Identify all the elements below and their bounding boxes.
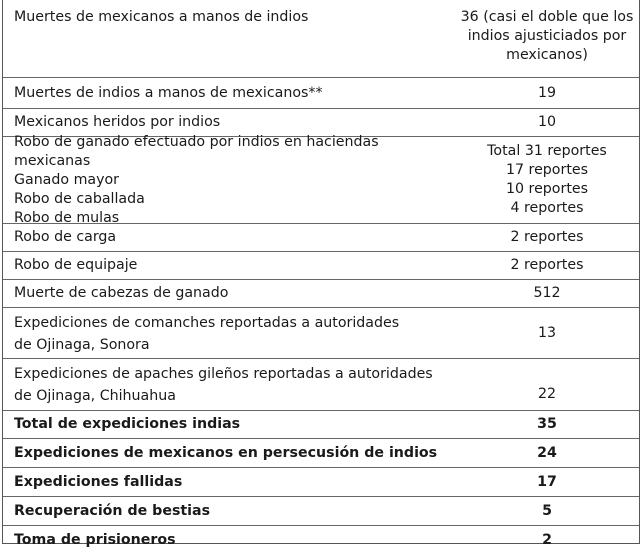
row-value (455, 444, 639, 463)
row-value-line: 35 (537, 416, 557, 432)
table-row (3, 133, 639, 226)
table-row (3, 280, 639, 308)
row-value-line: 10 (537, 114, 557, 130)
row-label-line: Toma de prisioneros (14, 531, 176, 548)
table-row (3, 252, 639, 280)
row-label-line: Total de expediciones indias (14, 416, 241, 432)
row-value (455, 142, 639, 218)
row-value-line: mexicanos) (506, 47, 588, 63)
row-value-line: 22 (537, 386, 557, 402)
row-label-line: Mexicanos heridos por indios (14, 114, 221, 130)
row-value-line: 5 (542, 502, 552, 519)
row-value-line: 17 (537, 473, 557, 490)
row-value (455, 502, 639, 521)
row-label-line: Recuperación de bestias (14, 502, 211, 519)
row-value (455, 284, 639, 303)
data-table (2, 0, 640, 548)
row-label-line: Expediciones de apaches gileños reportadas a autoridades (14, 366, 433, 382)
row-label (3, 0, 455, 27)
row-label (3, 502, 455, 521)
row-value (455, 84, 639, 103)
row-value (455, 415, 639, 434)
row-value-line: 2 (542, 531, 552, 548)
row-label-line: de Ojinaga, Chihuahua (14, 388, 176, 404)
row-label (3, 84, 455, 103)
row-label (3, 256, 455, 275)
row-label-line: Expediciones fallidas (14, 473, 183, 490)
row-label-line: Ganado mayor (14, 171, 119, 188)
row-value-line: 36 (casi el doble que los (460, 9, 634, 25)
row-value-line: 19 (537, 84, 557, 101)
row-value-line: 13 (537, 324, 557, 341)
row-value (455, 256, 639, 275)
row-label (3, 415, 455, 434)
row-value-line: 4 reportes (510, 200, 584, 216)
row-value (455, 531, 639, 550)
table-row (3, 78, 639, 109)
row-label-line: Robo de ganado efectuado por indios en haciendas mexicanas (14, 133, 379, 169)
row-value-line: 24 (537, 444, 557, 461)
row-label (3, 531, 455, 550)
row-label (3, 228, 455, 247)
row-value-line: 10 reportes (505, 181, 588, 197)
row-label-line: de Ojinaga, Sonora (14, 336, 150, 353)
row-value-line: indios ajusticiados por (467, 28, 627, 44)
row-label-line: Robo de caballada (14, 190, 145, 207)
row-value-line: 512 (533, 285, 561, 301)
row-value-line: 2 reportes (510, 257, 584, 273)
table-row (3, 0, 639, 78)
row-label-line: Muerte de cabezas de ganado (14, 285, 229, 301)
table-row (3, 308, 639, 359)
table-row (3, 411, 639, 439)
row-value (455, 228, 639, 247)
row-label (3, 312, 455, 355)
table-row (3, 468, 639, 497)
row-value (455, 0, 639, 65)
row-label (3, 363, 455, 406)
row-value (455, 324, 639, 343)
row-value (455, 473, 639, 492)
row-label-line: Robo de mulas (14, 209, 120, 226)
row-label-line: Expediciones de mexicanos en persecusión de indios (14, 444, 438, 461)
table-row (3, 359, 639, 411)
table-row (3, 526, 639, 554)
row-value-line: 2 reportes (510, 229, 584, 245)
row-value (455, 365, 639, 404)
row-label-line: Muertes de indios a manos de mexicanos** (14, 84, 323, 101)
row-label-line: Muertes de mexicanos a manos de indios (14, 9, 309, 25)
row-value-line: 17 reportes (505, 162, 588, 178)
row-label (3, 133, 455, 228)
row-label (3, 444, 455, 463)
row-label (3, 473, 455, 492)
row-label-line: Robo de carga (14, 229, 117, 245)
row-label-line: Expediciones de comanches reportadas a autoridades (14, 314, 400, 331)
row-value-line: Total 31 reportes (487, 143, 607, 159)
table-row (3, 439, 639, 468)
table-row (3, 497, 639, 526)
row-label (3, 284, 455, 303)
table-row (3, 224, 639, 252)
row-label (3, 113, 455, 132)
row-value (455, 113, 639, 132)
row-label-line: Robo de equipaje (14, 257, 138, 273)
